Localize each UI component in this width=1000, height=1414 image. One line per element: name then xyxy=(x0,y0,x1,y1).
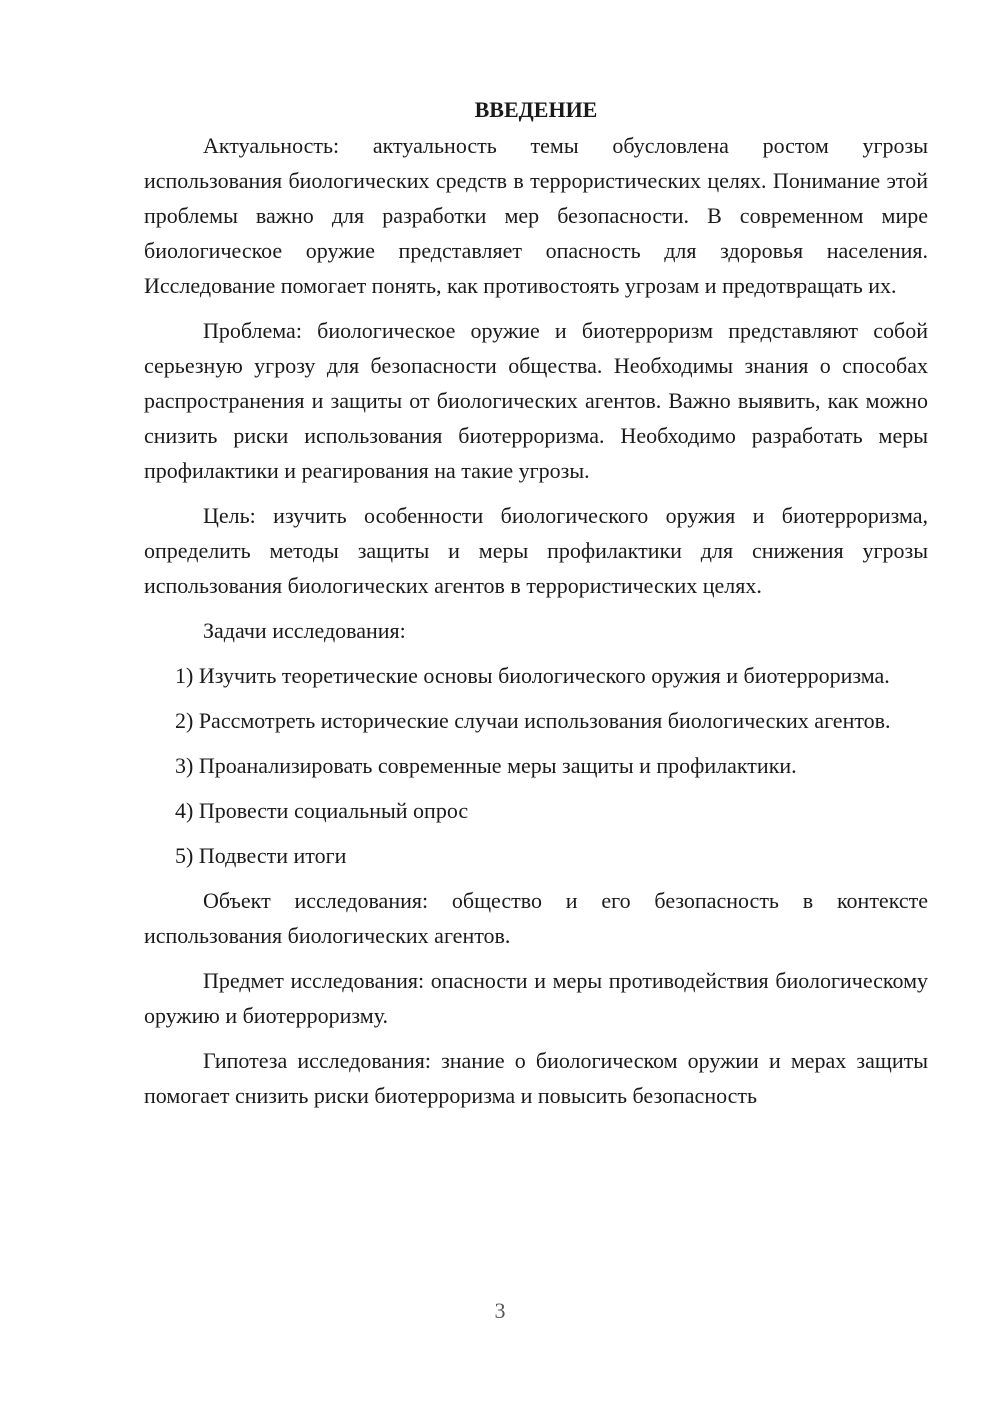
task-item-3: 3) Проанализировать современные меры защиты и профилактики. xyxy=(175,753,797,778)
task-item-2: 2) Рассмотреть исторические случаи использования биологических агентов. xyxy=(175,708,891,733)
task-item-4: 4) Провести социальный опрос xyxy=(175,798,469,823)
object-paragraph: Объект исследования: общество и его безопасность в контексте использования биологических агентов. xyxy=(144,888,928,948)
problem-paragraph: Проблема: биологическое оружие и биотерроризм представляют собой серьезную угрозу для безопасности общества. Необходимы знания о способах распространения и защиты от биологических агентов. Важно выявить, как можно снизить риски использования биотерроризма. Необходимо разработать меры профилактики и реагирования на такие угрозы. xyxy=(144,318,928,483)
page-number: 3 xyxy=(494,1298,506,1323)
task-item-1: 1) Изучить теоретические основы биологического оружия и биотерроризма. xyxy=(175,663,890,688)
task-item-5: 5) Подвести итоги xyxy=(175,843,347,868)
subject-paragraph: Предмет исследования: опасности и меры противодействия биологическому оружию и биотерроризму. xyxy=(144,968,928,1028)
goal-paragraph: Цель: изучить особенности биологического оружия и биотерроризма, определить методы защиты и меры профилактики для снижения угрозы использования биологических агентов в террористических целях. xyxy=(144,503,928,598)
tasks-heading: Задачи исследования: xyxy=(203,618,406,643)
relevance-paragraph: Актуальность: актуальность темы обусловлена ростом угрозы использования биологических средств в террористических целях. Понимание этой проблемы важно для разработки мер безопасности. В современном мире биологическое оружие представляет опасность для здоровья населения. Исследование помогает понять, как противостоять угрозам и предотвращать их. xyxy=(144,133,928,298)
hypothesis-paragraph: Гипотеза исследования: знание о биологическом оружии и мерах защиты помогает снизить риски биотерроризма и повысить безопасность xyxy=(144,1048,928,1108)
document-page xyxy=(144,92,928,1123)
section-title: ВВЕДЕНИЕ xyxy=(474,97,598,122)
